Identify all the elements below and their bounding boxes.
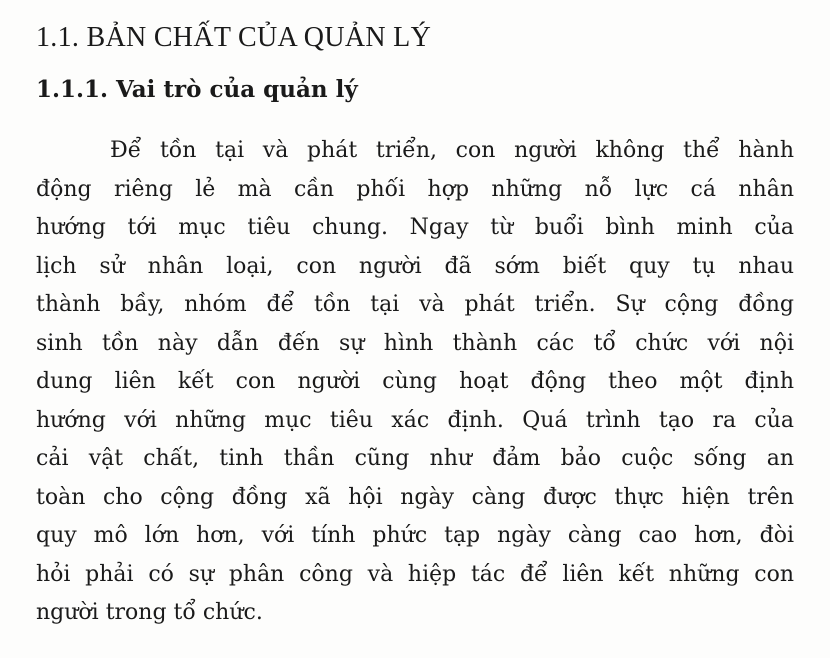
body-paragraph [36, 132, 794, 633]
paragraph-line: toàn cho cộng đồng xã hội ngày càng được thực hiện trên [36, 484, 794, 510]
paragraph-line: thành bầy, nhóm để tồn tại và phát triển. Sự cộng đồng [36, 292, 794, 317]
paragraph-line: hỏi phải có sự phân công và hiệp tác để liên kết những con [36, 561, 794, 587]
paragraph-line: hướng tới mục tiêu chung. Ngay từ buổi bình minh của [36, 215, 794, 240]
section-heading: 1.1. BẢN CHẤT CỦA QUẢN LÝ [36, 22, 432, 53]
paragraph-line: cải vật chất, tinh thần cũng như đảm bảo cuộc sống an [36, 446, 794, 471]
subsection-heading: 1.1.1. Vai trò của quản lý [36, 76, 358, 103]
paragraph-line: sinh tồn này dẫn đến sự hình thành các tổ chức với nội [36, 330, 794, 356]
paragraph-line: động riêng lẻ mà cần phối hợp những nỗ lực cá nhân [36, 176, 794, 202]
paragraph-line: hướng với những mục tiêu xác định. Quá trình tạo ra của [36, 407, 794, 433]
paragraph-line: người trong tổ chức. [36, 600, 263, 625]
paragraph-line: Để tồn tại và phát triển, con người không thể hành [110, 138, 794, 163]
paragraph-line: dung liên kết con người cùng hoạt động theo một định [36, 369, 794, 394]
paragraph-line: quy mô lớn hơn, với tính phức tạp ngày càng cao hơn, đòi [36, 523, 794, 548]
paragraph-line: lịch sử nhân loại, con người đã sớm biết quy tụ nhau [36, 253, 794, 279]
